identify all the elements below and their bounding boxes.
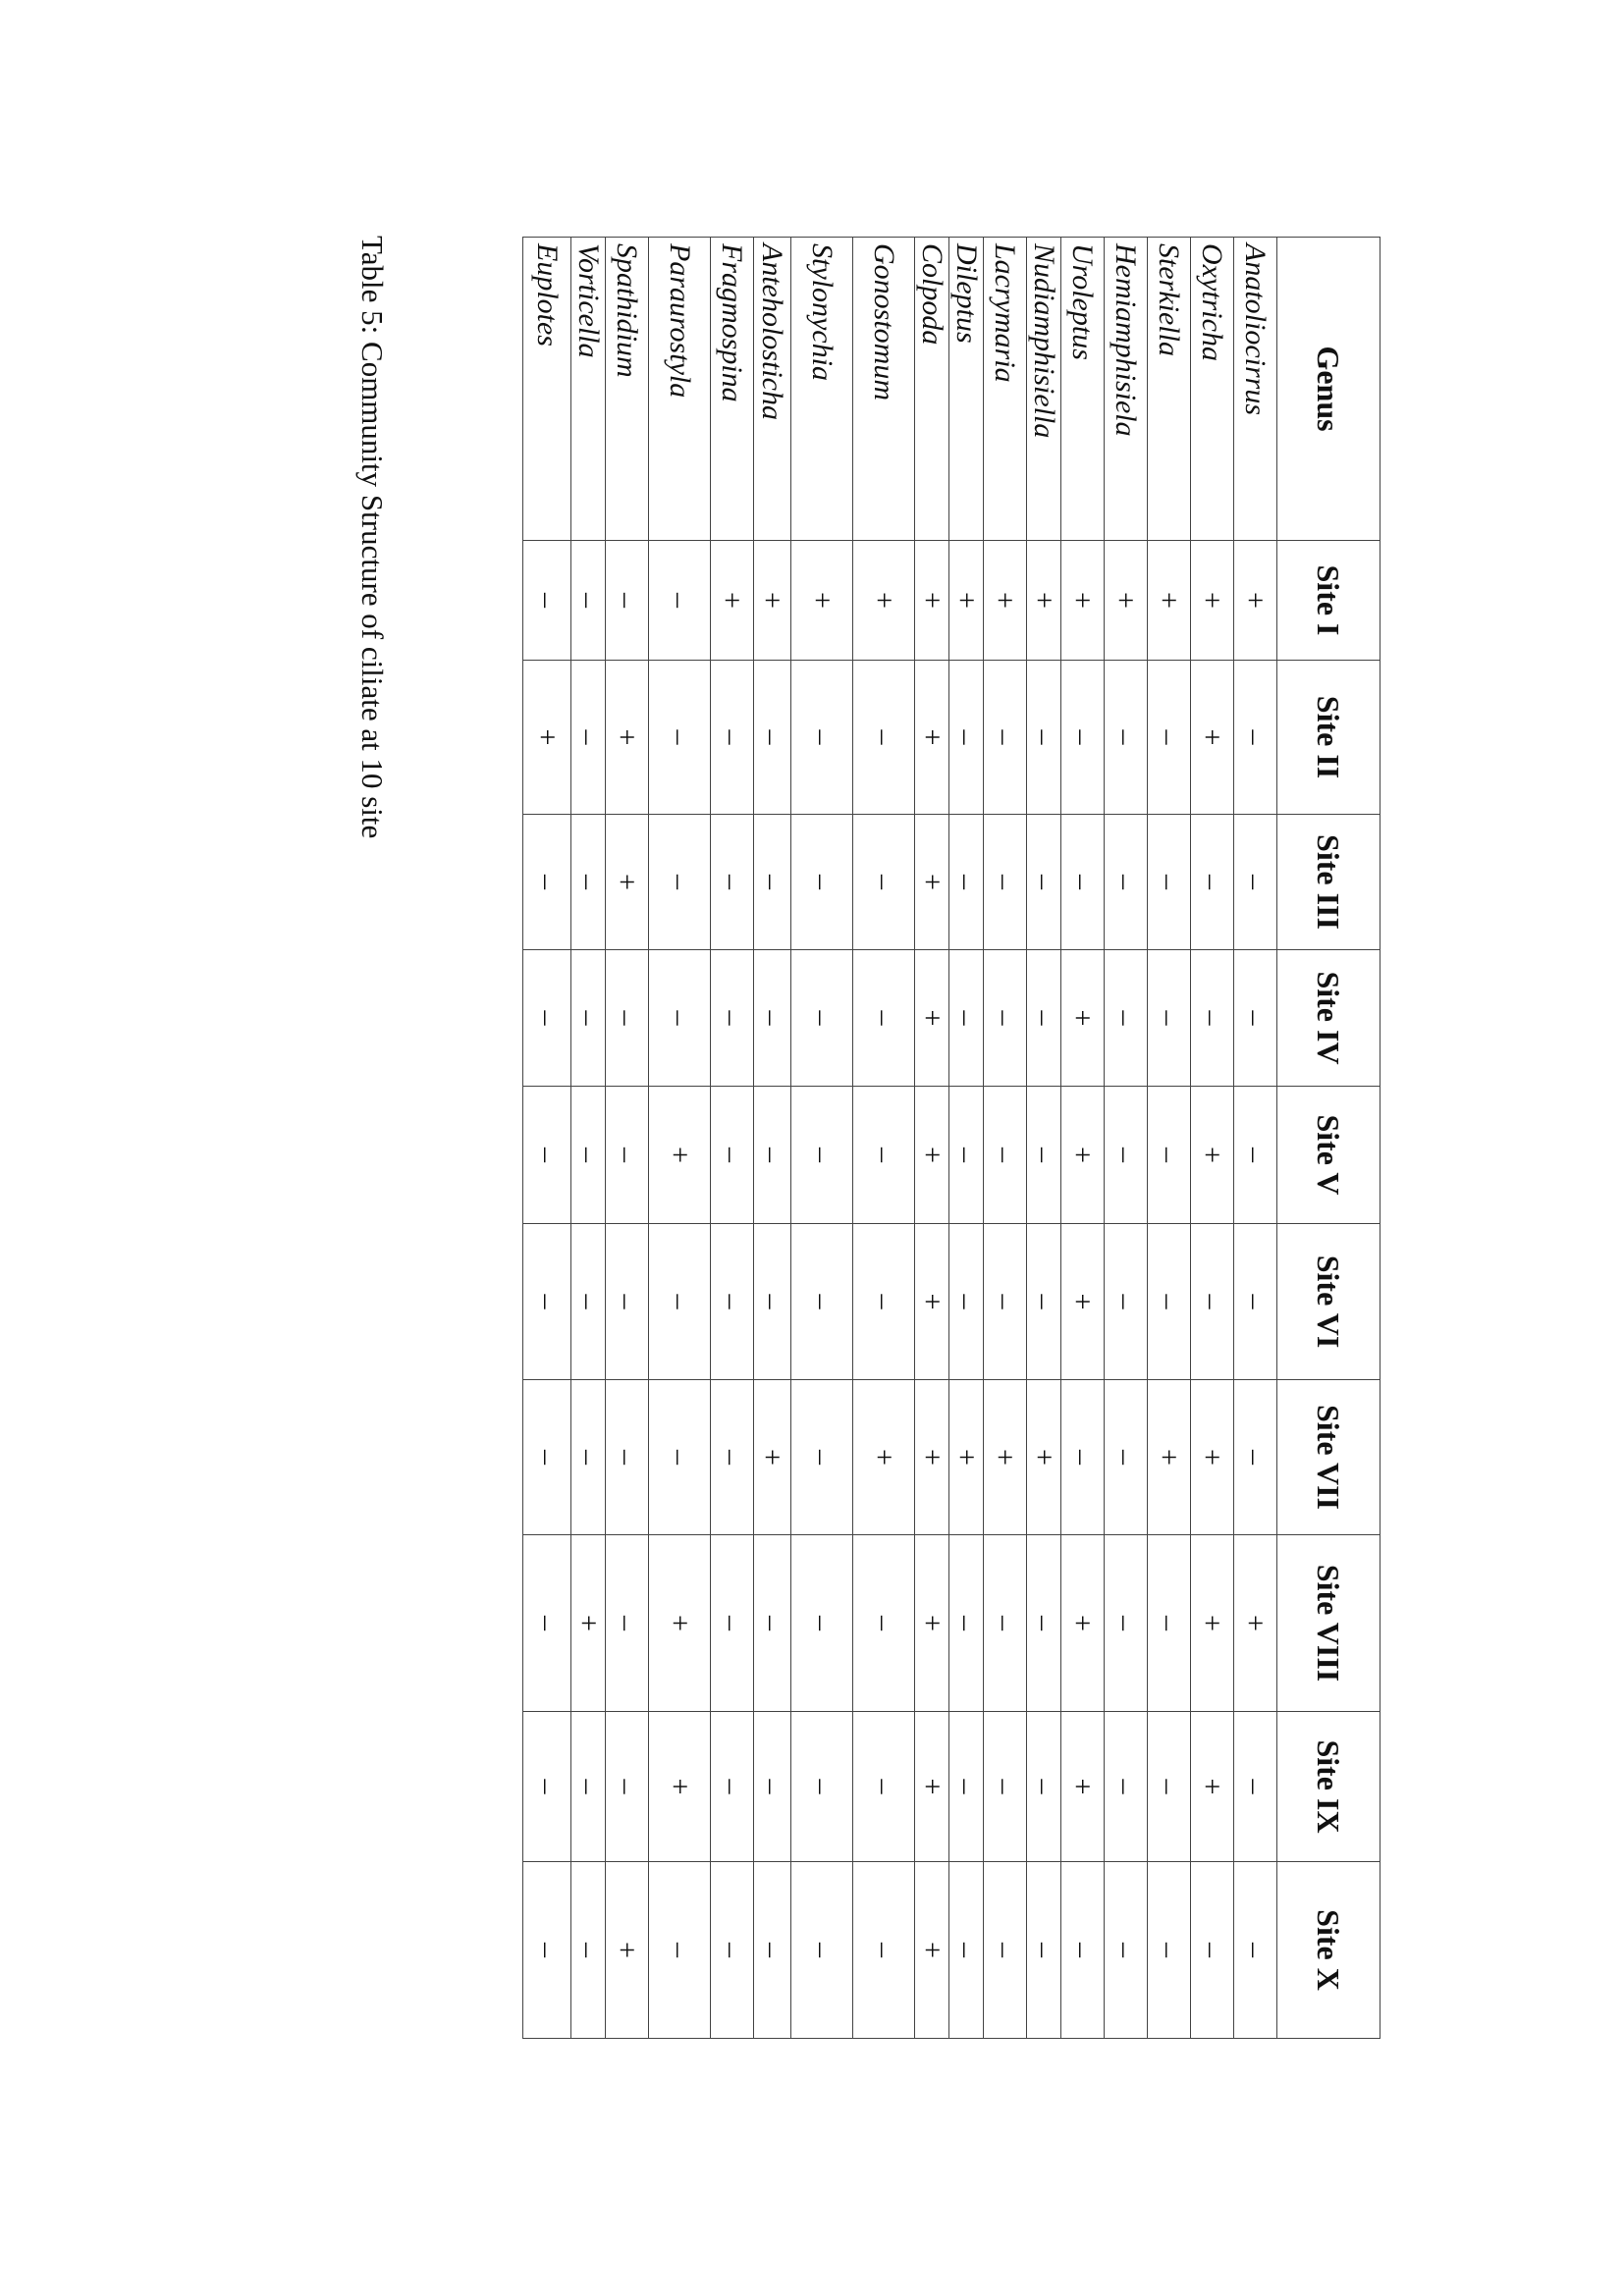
site-presence-cell: – [949, 815, 984, 950]
site-presence-cell: – [1027, 1224, 1061, 1380]
site-presence-cell: – [949, 1087, 984, 1224]
header-site-8: Site VIII [1277, 1535, 1380, 1712]
table-row [791, 238, 853, 2039]
site-presence-cell: – [1148, 1712, 1191, 1862]
site-presence-cell: – [1148, 1535, 1191, 1712]
site-presence-cell: + [1027, 541, 1061, 661]
site-presence-cell: + [915, 1535, 949, 1712]
site-presence-cell: + [1191, 1087, 1234, 1224]
site-presence-cell: + [711, 541, 754, 661]
site-presence-cell: – [1191, 1224, 1234, 1380]
site-presence-cell: + [649, 1535, 711, 1712]
site-presence-cell: – [1027, 661, 1061, 815]
site-presence-cell: – [571, 541, 606, 661]
table-row [649, 238, 711, 2039]
site-presence-cell: – [1234, 661, 1277, 815]
site-presence-cell: – [711, 1087, 754, 1224]
site-presence-cell: – [1148, 1862, 1191, 2039]
site-presence-cell: + [1234, 541, 1277, 661]
site-presence-cell: – [984, 1712, 1027, 1862]
table-row [1148, 238, 1191, 2039]
site-presence-cell: – [1105, 1224, 1148, 1380]
site-presence-cell: – [1234, 1380, 1277, 1535]
site-presence-cell: + [949, 541, 984, 661]
site-presence-cell: – [949, 1712, 984, 1862]
site-presence-cell: + [915, 815, 949, 950]
genus-cell: Fragmospina [711, 238, 754, 541]
site-presence-cell: – [1061, 815, 1105, 950]
site-presence-cell: – [1061, 1380, 1105, 1535]
site-presence-cell: + [949, 1380, 984, 1535]
site-presence-cell: – [649, 950, 711, 1087]
site-presence-cell: + [1061, 950, 1105, 1087]
site-presence-cell: – [1105, 661, 1148, 815]
site-presence-cell: – [649, 1224, 711, 1380]
site-presence-cell: – [606, 1535, 649, 1712]
table-row [915, 238, 949, 2039]
site-presence-cell: + [1061, 541, 1105, 661]
site-presence-cell: – [523, 950, 571, 1087]
site-presence-cell: – [853, 815, 915, 950]
site-presence-cell: – [571, 1380, 606, 1535]
table-row [1027, 238, 1061, 2039]
site-presence-cell: + [1061, 1535, 1105, 1712]
site-presence-cell: – [853, 1535, 915, 1712]
site-presence-cell: – [791, 661, 853, 815]
genus-cell: Oxytricha [1191, 238, 1234, 541]
site-presence-cell: – [754, 815, 791, 950]
site-presence-cell: + [915, 1087, 949, 1224]
community-structure-table [522, 237, 1380, 2039]
site-presence-cell: – [523, 1380, 571, 1535]
genus-cell: Nudiamphisiella [1027, 238, 1061, 541]
site-presence-cell: + [984, 541, 1027, 661]
site-presence-cell: – [571, 1224, 606, 1380]
site-presence-cell: – [1191, 950, 1234, 1087]
site-presence-cell: – [1061, 661, 1105, 815]
site-presence-cell: + [1105, 541, 1148, 661]
site-presence-cell: + [1191, 661, 1234, 815]
site-presence-cell: + [915, 541, 949, 661]
site-presence-cell: – [649, 1862, 711, 2039]
genus-cell: Colpoda [915, 238, 949, 541]
site-presence-cell: – [853, 1224, 915, 1380]
site-presence-cell: – [984, 661, 1027, 815]
site-presence-cell: – [1191, 815, 1234, 950]
site-presence-cell: – [1191, 1862, 1234, 2039]
genus-cell: Gonostomum [853, 238, 915, 541]
site-presence-cell: – [1027, 815, 1061, 950]
site-presence-cell: + [1191, 1380, 1234, 1535]
site-presence-cell: – [523, 815, 571, 950]
site-presence-cell: – [754, 661, 791, 815]
header-site-4: Site IV [1277, 950, 1380, 1087]
site-presence-cell: – [791, 1087, 853, 1224]
table-row [1234, 238, 1277, 2039]
site-presence-cell: – [1105, 1535, 1148, 1712]
genus-cell: Lacrymaria [984, 238, 1027, 541]
genus-cell: Anatoliocirrus [1234, 238, 1277, 541]
site-presence-cell: + [754, 1380, 791, 1535]
table-row [853, 238, 915, 2039]
site-presence-cell: – [853, 661, 915, 815]
site-presence-cell: – [984, 815, 1027, 950]
site-presence-cell: – [649, 1380, 711, 1535]
site-presence-cell: – [1105, 1087, 1148, 1224]
genus-cell: Dileptus [949, 238, 984, 541]
site-presence-cell: – [1027, 1535, 1061, 1712]
table-row [711, 238, 754, 2039]
site-presence-cell: – [984, 1087, 1027, 1224]
site-presence-cell: + [649, 1087, 711, 1224]
site-presence-cell: – [711, 661, 754, 815]
site-presence-cell: + [1061, 1224, 1105, 1380]
site-presence-cell: – [523, 1862, 571, 2039]
site-presence-cell: – [1105, 1712, 1148, 1862]
site-presence-cell: – [571, 1712, 606, 1862]
site-presence-cell: – [1234, 1224, 1277, 1380]
table-row [754, 238, 791, 2039]
site-presence-cell: – [571, 661, 606, 815]
site-presence-cell: – [571, 1087, 606, 1224]
site-presence-cell: – [1105, 950, 1148, 1087]
site-presence-cell: + [1148, 541, 1191, 661]
site-presence-cell: – [791, 1224, 853, 1380]
site-presence-cell: + [915, 661, 949, 815]
site-presence-cell: – [791, 1862, 853, 2039]
table-row [949, 238, 984, 2039]
site-presence-cell: + [1191, 541, 1234, 661]
site-presence-cell: + [1191, 1712, 1234, 1862]
table-row [984, 238, 1027, 2039]
site-presence-cell: – [1027, 1087, 1061, 1224]
site-presence-cell: – [1027, 950, 1061, 1087]
table-row [606, 238, 649, 2039]
site-presence-cell: – [754, 1224, 791, 1380]
site-presence-cell: – [853, 1087, 915, 1224]
site-presence-cell: – [949, 1862, 984, 2039]
site-presence-cell: – [791, 1712, 853, 1862]
site-presence-cell: – [711, 1380, 754, 1535]
header-site-2: Site II [1277, 661, 1380, 815]
site-presence-cell: – [984, 1224, 1027, 1380]
site-presence-cell: – [649, 541, 711, 661]
site-presence-cell: + [915, 1862, 949, 2039]
site-presence-cell: – [523, 1712, 571, 1862]
site-presence-cell: – [1061, 1862, 1105, 2039]
site-presence-cell: – [1148, 661, 1191, 815]
site-presence-cell: – [711, 1862, 754, 2039]
site-presence-cell: – [984, 1862, 1027, 2039]
genus-cell: Hemiamphisiela [1105, 238, 1148, 541]
site-presence-cell: + [606, 815, 649, 950]
site-presence-cell: – [606, 1087, 649, 1224]
site-presence-cell: + [915, 1224, 949, 1380]
site-presence-cell: + [1061, 1087, 1105, 1224]
site-presence-cell: – [754, 1712, 791, 1862]
site-presence-cell: – [949, 661, 984, 815]
site-presence-cell: + [523, 661, 571, 815]
site-presence-cell: – [606, 1712, 649, 1862]
genus-cell: Euplotes [523, 238, 571, 541]
site-presence-cell: – [571, 950, 606, 1087]
site-presence-cell: + [1027, 1380, 1061, 1535]
header-site-7: Site VII [1277, 1380, 1380, 1535]
site-presence-cell: – [649, 815, 711, 950]
site-presence-cell: – [791, 950, 853, 1087]
site-presence-cell: – [606, 1224, 649, 1380]
table-header-row [1277, 238, 1380, 2039]
site-presence-cell: + [571, 1535, 606, 1712]
table-row [571, 238, 606, 2039]
table-row [523, 238, 571, 2039]
site-presence-cell: – [949, 1535, 984, 1712]
site-presence-cell: – [1105, 1380, 1148, 1535]
table-row [1061, 238, 1105, 2039]
site-presence-cell: + [606, 661, 649, 815]
site-presence-cell: + [754, 541, 791, 661]
site-presence-cell: + [791, 541, 853, 661]
site-presence-cell: + [853, 541, 915, 661]
site-presence-cell: – [571, 1862, 606, 2039]
site-presence-cell: – [711, 1224, 754, 1380]
site-presence-cell: – [1105, 815, 1148, 950]
site-presence-cell: – [853, 950, 915, 1087]
site-presence-cell: – [791, 815, 853, 950]
site-presence-cell: + [1148, 1380, 1191, 1535]
site-presence-cell: – [1148, 815, 1191, 950]
genus-cell: Vorticella [571, 238, 606, 541]
header-site-5: Site V [1277, 1087, 1380, 1224]
site-presence-cell: – [711, 1712, 754, 1862]
site-presence-cell: – [1027, 1712, 1061, 1862]
site-presence-cell: – [984, 1535, 1027, 1712]
site-presence-cell: – [523, 541, 571, 661]
site-presence-cell: – [1148, 1087, 1191, 1224]
site-presence-cell: + [915, 1712, 949, 1862]
genus-cell: Uroleptus [1061, 238, 1105, 541]
genus-cell: Anteholosticha [754, 238, 791, 541]
site-presence-cell: + [1061, 1712, 1105, 1862]
site-presence-cell: – [984, 950, 1027, 1087]
site-presence-cell: – [1234, 1087, 1277, 1224]
genus-cell: Sterkiella [1148, 238, 1191, 541]
site-presence-cell: – [711, 815, 754, 950]
site-presence-cell: – [523, 1224, 571, 1380]
site-presence-cell: – [754, 1535, 791, 1712]
site-presence-cell: – [853, 1862, 915, 2039]
site-presence-cell: – [791, 1535, 853, 1712]
site-presence-cell: – [1027, 1862, 1061, 2039]
header-genus: Genus [1277, 238, 1380, 541]
site-presence-cell: + [1234, 1535, 1277, 1712]
site-presence-cell: – [754, 1862, 791, 2039]
site-presence-cell: – [523, 1535, 571, 1712]
header-site-9: Site IX [1277, 1712, 1380, 1862]
genus-cell: Spathidium [606, 238, 649, 541]
site-presence-cell: + [649, 1712, 711, 1862]
site-presence-cell: – [1148, 950, 1191, 1087]
site-presence-cell: – [1148, 1224, 1191, 1380]
site-presence-cell: – [606, 541, 649, 661]
site-presence-cell: + [984, 1380, 1027, 1535]
site-presence-cell: – [571, 815, 606, 950]
site-presence-cell: – [949, 950, 984, 1087]
site-presence-cell: – [711, 1535, 754, 1712]
table-row [1191, 238, 1234, 2039]
header-site-1: Site I [1277, 541, 1380, 661]
site-presence-cell: – [1234, 950, 1277, 1087]
header-site-6: Site VI [1277, 1224, 1380, 1380]
header-site-10: Site X [1277, 1862, 1380, 2039]
site-presence-cell: – [1234, 815, 1277, 950]
site-presence-cell: + [915, 950, 949, 1087]
site-presence-cell: – [853, 1712, 915, 1862]
site-presence-cell: – [754, 1087, 791, 1224]
site-presence-cell: – [606, 950, 649, 1087]
site-presence-cell: – [791, 1380, 853, 1535]
site-presence-cell: – [1234, 1862, 1277, 2039]
site-presence-cell: + [915, 1380, 949, 1535]
table-caption: Table 5: Community Structure of ciliate at 10 site [355, 236, 390, 839]
site-presence-cell: – [606, 1380, 649, 1535]
genus-cell: Stylonychia [791, 238, 853, 541]
site-presence-cell: – [711, 950, 754, 1087]
site-presence-cell: – [754, 950, 791, 1087]
site-presence-cell: – [949, 1224, 984, 1380]
site-presence-cell: – [1234, 1712, 1277, 1862]
site-presence-cell: + [853, 1380, 915, 1535]
table-row [1105, 238, 1148, 2039]
table-body [523, 238, 1277, 2039]
site-presence-cell: – [649, 661, 711, 815]
site-presence-cell: + [1191, 1535, 1234, 1712]
site-presence-cell: – [1105, 1862, 1148, 2039]
genus-cell: Paraurostyla [649, 238, 711, 541]
site-presence-cell: + [606, 1862, 649, 2039]
site-presence-cell: – [523, 1087, 571, 1224]
header-site-3: Site III [1277, 815, 1380, 950]
